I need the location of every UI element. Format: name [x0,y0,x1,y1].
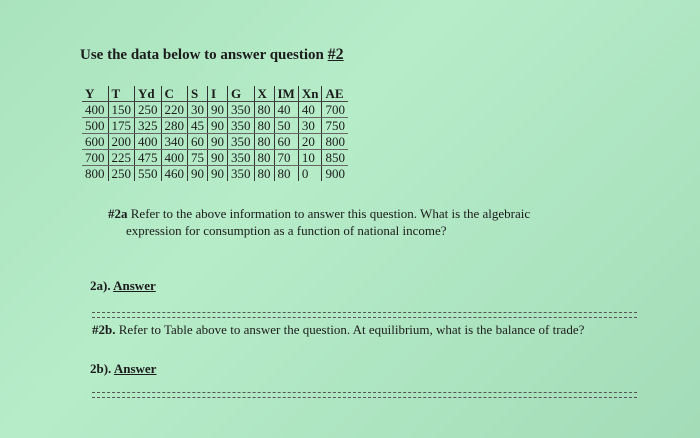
table-row [82,118,348,134]
table-cell: 400 [82,102,108,118]
question-2b-number: #2b. [92,322,116,337]
table-cell: 200 [108,134,135,150]
table-cell: 600 [82,134,108,150]
table-cell: 30 [298,118,322,134]
table-cell: 800 [322,134,348,150]
table-cell: 460 [161,166,188,182]
question-2a-number: #2a [108,206,128,221]
table-cell: 80 [254,150,274,166]
table-cell: 350 [228,102,255,118]
table-cell: 700 [82,150,108,166]
table-cell: 45 [188,118,208,134]
table-cell: 30 [188,102,208,118]
table-cell: 10 [298,150,322,166]
table-cell: 90 [208,134,228,150]
table-cell: 400 [161,150,188,166]
table-cell: 50 [274,118,298,134]
table-row [82,102,348,118]
separator-line [92,312,637,318]
table-cell: 350 [228,150,255,166]
col-header-yd: Yd [135,86,162,102]
col-header-ae: AE [322,86,348,102]
table-row [82,166,348,182]
col-header-y: Y [82,86,108,102]
table-cell: 800 [85,166,105,181]
table-row [82,150,348,166]
question-2a-text-line2: expression for consumption as a function of national income? [126,223,447,238]
table-header-row [82,86,348,102]
table-cell: 90 [208,102,228,118]
answer-2a-label: Answer [113,278,156,293]
question-2b-text: Refer to Table above to answer the question. At equilibrium, what is the balance of trade? [115,322,585,337]
table-cell: 40 [274,102,298,118]
separator-line [92,392,637,398]
table-cell: 325 [135,118,162,134]
answer-2b-prefix: 2b). [90,361,114,376]
table-cell: 90 [208,118,228,134]
table-cell: 340 [161,134,188,150]
answer-2a-prefix: 2a). [90,278,114,293]
col-header-i: I [208,86,228,102]
table-cell: 80 [254,166,274,182]
table-cell: 350 [228,134,255,150]
table-cell: 350 [228,118,255,134]
table-cell: 20 [298,134,322,150]
col-header-g: G [228,86,255,102]
question-reference: #2 [327,46,344,63]
col-header-s: S [188,86,208,102]
table-cell: 80 [254,134,274,150]
table-row [82,134,348,150]
table-cell: 150 [108,102,135,118]
table-cell: 0 [298,166,322,182]
table-cell: 80 [254,118,274,134]
table-cell: 900 [322,166,348,182]
table-cell: 80 [254,102,274,118]
question-2b [92,322,652,338]
table-cell: 225 [108,150,135,166]
table-cell: 40 [298,102,322,118]
answer-2b [90,361,156,377]
table-cell: 750 [322,118,348,134]
table-cell: 700 [322,102,348,118]
col-header-im: IM [274,86,298,102]
table-cell: 475 [135,150,162,166]
table-cell: 70 [274,150,298,166]
table-cell: 220 [161,102,188,118]
table-cell: 350 [228,166,255,182]
answer-2b-label: Answer [113,361,157,376]
table-cell: 850 [322,150,348,166]
table-cell: 175 [108,118,135,134]
col-header-x: X [254,86,274,102]
table-cell: 280 [161,118,188,134]
instructions-heading [80,46,344,64]
table-cell: 250 [108,166,135,182]
table-cell: 60 [274,134,298,150]
table-cell: 90 [188,166,208,182]
question-2a-text-line1: Refer to the above information to answer this question. What is the algebraic [130,206,531,221]
table-cell: 75 [188,150,208,166]
table-cell: 250 [135,102,162,118]
table-cell: 550 [135,166,162,182]
table-cell: 90 [208,166,228,182]
table-cell: 400 [135,134,162,150]
economic-data-table [82,86,348,181]
col-header-t: T [108,86,135,102]
col-header-c: C [161,86,188,102]
table-cell: 90 [208,150,228,166]
table-cell: 60 [188,134,208,150]
table-cell: 80 [274,166,298,182]
col-header-xn: Xn [298,86,322,102]
answer-2a [90,278,156,294]
question-2a [108,205,628,239]
table-cell: 500 [82,118,108,134]
heading-text: Use the data below to answer question [80,47,328,63]
